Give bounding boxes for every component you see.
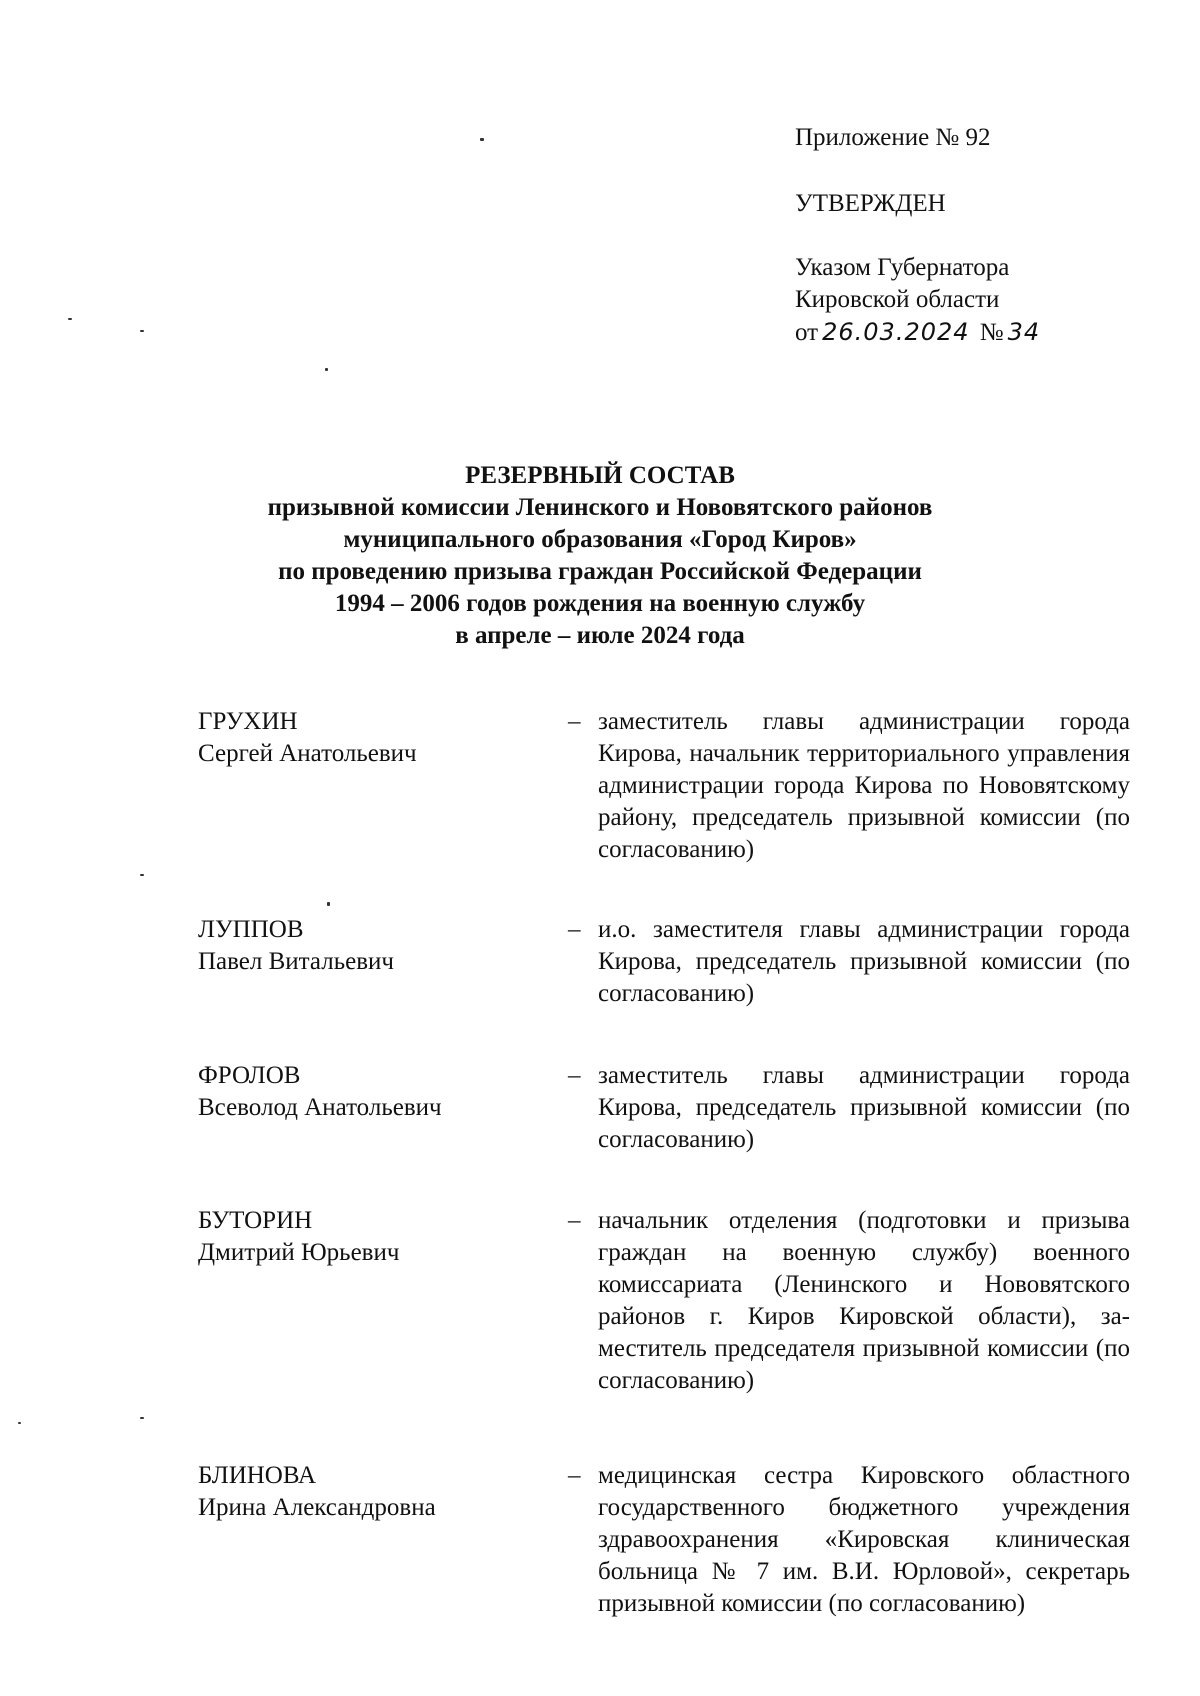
member-name bbox=[198, 1060, 568, 1156]
scan-speck bbox=[325, 368, 328, 371]
scan-speck bbox=[327, 902, 330, 906]
decree-line-1: Указом Губернатора bbox=[795, 254, 1010, 281]
member-role: заместитель главы администрации города Кирова, начальник территориального управления администрации города Кирова по Нововятскому району, председатель призывной комиссии (по согласованию) bbox=[598, 708, 1130, 863]
appendix-number: Приложение № 92 bbox=[795, 124, 991, 151]
member-entry bbox=[198, 1460, 1128, 1620]
handwritten-number: 34 bbox=[1007, 318, 1041, 346]
scan-speck bbox=[140, 874, 144, 876]
member-role: заместитель главы администрации города Кирова, председатель призывной комиссии (по согласованию) bbox=[598, 1062, 1130, 1153]
decree-date-line bbox=[795, 316, 1155, 349]
approved-stamp-text: УТВЕРЖДЕН bbox=[795, 190, 946, 217]
member-surname: ГРУХИН bbox=[198, 708, 298, 735]
member-entry bbox=[198, 914, 1128, 1010]
title-heading: РЕЗЕРВНЫЙ СОСТАВ bbox=[465, 462, 735, 489]
member-dash: – bbox=[568, 916, 581, 943]
member-name bbox=[198, 1205, 568, 1397]
member-list bbox=[198, 706, 1128, 1620]
scan-speck bbox=[18, 1422, 21, 1424]
member-given-names: Всеволод Анатольевич bbox=[198, 1094, 442, 1121]
member-given-names: Ирина Александровна bbox=[198, 1494, 436, 1521]
member-given-names: Сергей Анатольевич bbox=[198, 740, 417, 767]
handwritten-date: 26.03.2024 bbox=[822, 318, 970, 346]
member-entry bbox=[198, 706, 1128, 866]
scan-speck bbox=[480, 138, 484, 141]
member-dash: – bbox=[568, 1462, 581, 1489]
member-dash: – bbox=[568, 1207, 581, 1234]
title-line-1: призывной комиссии Ленинского и Нововятского районов bbox=[267, 494, 933, 521]
member-surname: ЛУППОВ bbox=[198, 916, 304, 943]
member-dash: – bbox=[568, 708, 581, 735]
member-surname: ФРОЛОВ bbox=[198, 1062, 301, 1089]
member-name bbox=[198, 914, 568, 1010]
approval-block bbox=[795, 122, 1155, 349]
member-role: начальник отделения (подготовки и призыва граждан на военную службу) военного комиссариата (Ленинского и Нововятского районов г. Киров Кировской области), заместитель председателя призывной комиссии (по согласованию) bbox=[598, 1207, 1130, 1394]
member-name bbox=[198, 706, 568, 866]
member-surname: БЛИНОВА bbox=[198, 1462, 317, 1489]
number-prefix: № bbox=[979, 319, 1004, 346]
date-prefix: от bbox=[795, 319, 819, 346]
member-dash: – bbox=[568, 1062, 581, 1089]
scan-speck bbox=[68, 318, 72, 320]
member-given-names: Дмитрий Юрьевич bbox=[198, 1239, 400, 1266]
title-line-2: муниципального образования «Город Киров» bbox=[343, 526, 857, 553]
title-line-4: 1994 – 2006 годов рождения на военную службу bbox=[334, 590, 866, 617]
member-entry bbox=[198, 1205, 1128, 1397]
scan-speck bbox=[140, 330, 144, 332]
member-surname: БУТОРИН bbox=[198, 1207, 313, 1234]
member-given-names: Павел Витальевич bbox=[198, 948, 394, 975]
title-line-3: по проведению призыва граждан Российской Федерации bbox=[278, 558, 922, 585]
title-line-5: в апреле – июле 2024 года bbox=[455, 622, 745, 649]
member-role: медицинская сестра Кировского областного государственного бюджетного учреждения здравоохранения «Кировская клиническая больница № 7 им. В.И. Юрловой», секретарь призывной комиссии (по согласованию) bbox=[598, 1462, 1130, 1617]
member-entry bbox=[198, 1060, 1128, 1156]
scan-speck bbox=[140, 1417, 144, 1419]
document-title bbox=[150, 460, 1050, 652]
decree-line-2: Кировской области bbox=[795, 286, 1000, 313]
member-role: и.о. заместителя главы администрации города Кирова, председатель призывной комиссии (по согласованию) bbox=[598, 916, 1130, 1007]
member-name bbox=[198, 1460, 568, 1620]
